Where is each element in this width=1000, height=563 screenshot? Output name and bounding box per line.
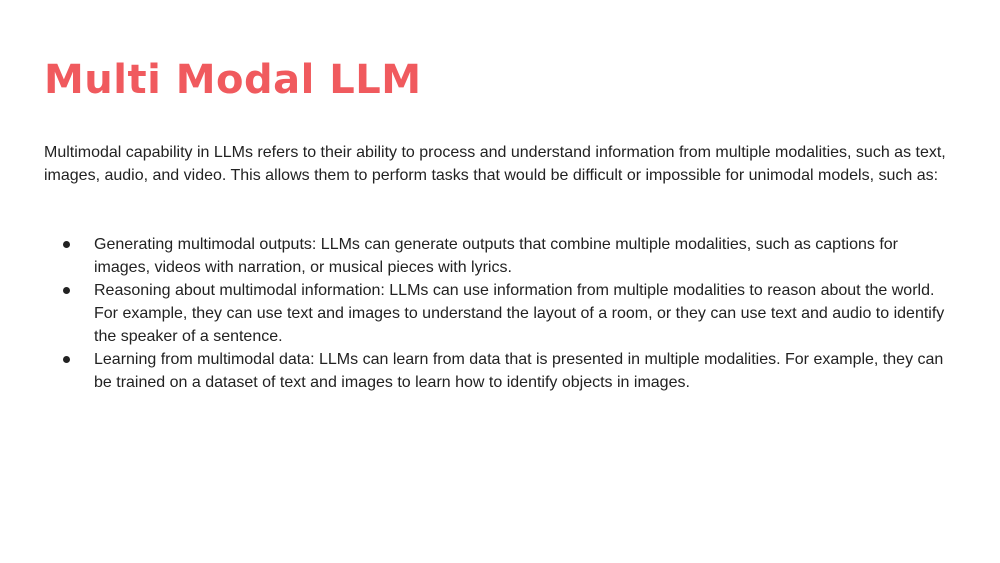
bullet-text: Generating multimodal outputs: LLMs can generate outputs that combine multiple modalities, such as captions for images, videos with narration, or musical pieces with lyrics.	[94, 236, 898, 276]
intro-paragraph: Multimodal capability in LLMs refers to their ability to process and understand information from multiple modalities, such as text, images, audio, and video. This allows them to perform tasks that would be difficult or impossible for unimodal models, such as:	[44, 144, 946, 184]
bullet-text: Reasoning about multimodal information: LLMs can use information from multiple modalities to reason about the world. For example, they can use text and images to understand the layout of a room, or they can use text and audio to identify the speaker of a sentence.	[94, 282, 945, 345]
bullet-item-generating	[44, 233, 956, 279]
bullet-dot-icon	[63, 287, 70, 294]
bullet-text: Learning from multimodal data: LLMs can learn from data that is presented in multiple modalities. For example, they can be trained on a dataset of text and images to learn how to identify objects in images.	[94, 351, 944, 391]
bullet-dot-icon	[63, 241, 70, 248]
bullet-list	[44, 233, 956, 394]
bullet-dot-icon	[63, 356, 70, 363]
bullet-item-reasoning	[44, 279, 956, 348]
slide-title: Multi Modal LLM	[44, 57, 422, 103]
bullet-item-learning	[44, 348, 956, 394]
